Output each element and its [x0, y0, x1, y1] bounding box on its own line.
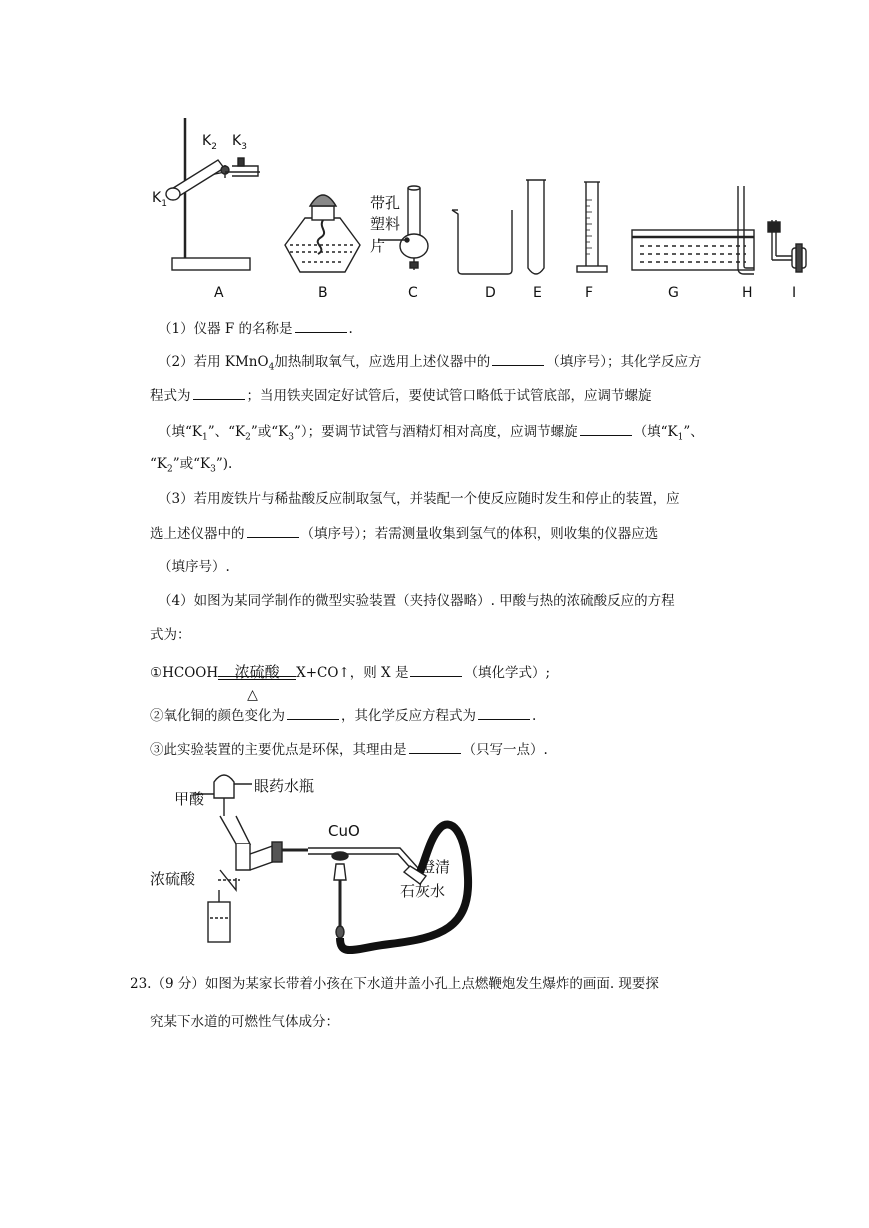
label-clear: 澄清 — [420, 858, 451, 876]
beaker-d — [452, 210, 512, 274]
q3-line-3: （填序号）. — [158, 559, 230, 575]
water-trough-g — [632, 230, 754, 270]
q2-line-3: （填“$K_1$”、“$K_2$”或“$K_3$”）；要调节试管与酒精灯相对高度，应调节螺旋 （填“$K_1$”、 — [158, 421, 704, 448]
answer-blank[interactable] — [295, 318, 347, 333]
reaction-condition: 浓硫酸 △ — [218, 659, 296, 689]
label-conc-sulfuric: 浓硫酸 — [150, 870, 196, 888]
label-e: E — [533, 285, 542, 301]
q2-line-1: （2）若用 KMnO$_4$加热制取氧气，应选用上述仪器中的 （填序号）；其化学反应方 — [158, 351, 702, 378]
label-h: H — [742, 285, 753, 301]
alcohol-lamp-b — [285, 195, 360, 272]
answer-blank[interactable] — [287, 705, 339, 720]
answer-blank[interactable] — [409, 739, 461, 754]
graduated-cylinder-f — [577, 182, 607, 272]
knob-label-k2: $K_2$ — [202, 133, 217, 152]
label-i: I — [792, 285, 797, 301]
label-d: D — [485, 285, 496, 301]
answer-blank[interactable] — [410, 662, 462, 677]
q4-sub2-line: ②氧化铜的颜色变化为 ，其化学反应方程式为 . — [150, 705, 536, 726]
label-a: A — [214, 285, 224, 301]
q3-line-1: （3）若用废铁片与稀盐酸反应制取氢气，并装配一个使反应随时发生和停止的装置，应 — [158, 491, 680, 507]
q4-line-1: （4）如图为某同学制作的微型实验装置（夹持仪器略）. 甲酸与热的浓硫酸反应的方程 — [158, 593, 675, 609]
answer-blank[interactable] — [580, 421, 632, 436]
answer-blank[interactable] — [492, 351, 544, 366]
q4-equation-line: ①HCOOH 浓硫酸 △ X+CO↑，则 X 是 （填化学式）; — [150, 658, 550, 689]
label-c: C — [408, 285, 418, 301]
q23-line-2: 究某下水道的可燃性气体成分： — [150, 1014, 339, 1030]
label-g: G — [668, 285, 679, 301]
q3-line-2: 选上述仪器中的 （填序号）；若需测量收集到氢气的体积，则收集的仪器应选 — [150, 523, 658, 544]
q2-line-4: “$K_2$”或“$K_3$”). — [150, 456, 233, 475]
plate-note-3: 片 — [370, 237, 386, 255]
q1-line: （1）仪器 F 的名称是 . — [158, 318, 353, 339]
knob-label-k3: $K_3$ — [232, 133, 247, 152]
answer-blank[interactable] — [193, 385, 245, 400]
label-eye-drop-bottle: 眼药水瓶 — [254, 777, 315, 795]
answer-blank[interactable] — [478, 705, 530, 720]
plate-note-2: 塑料 — [370, 215, 401, 233]
q4-sub3-line: ③此实验装置的主要优点是环保，其理由是 （只写一点）. — [150, 739, 548, 760]
q2-line-2: 程式为 ；当用铁夹固定好试管后，要使试管口略低于试管底部，应调节螺旋 — [150, 385, 652, 406]
test-tube-e — [526, 180, 546, 274]
q4-line-2: 式为： — [150, 627, 191, 643]
label-formic-acid: 甲酸 — [174, 790, 205, 808]
label-limewater: 石灰水 — [400, 882, 446, 900]
label-b: B — [318, 285, 328, 301]
plate-note-1: 带孔 — [370, 194, 401, 212]
q23-line-1: 23.（9 分）如图为某家长带着小孩在下水道井盖小孔上点燃鞭炮发生爆炸的画面. 现要探 — [130, 976, 659, 992]
knob-label-k1: $K_1$ — [152, 190, 167, 209]
answer-blank[interactable] — [247, 523, 299, 538]
tube-with-valve-i — [768, 220, 806, 272]
label-f: F — [585, 285, 594, 301]
label-cuo: CuO — [328, 822, 360, 840]
